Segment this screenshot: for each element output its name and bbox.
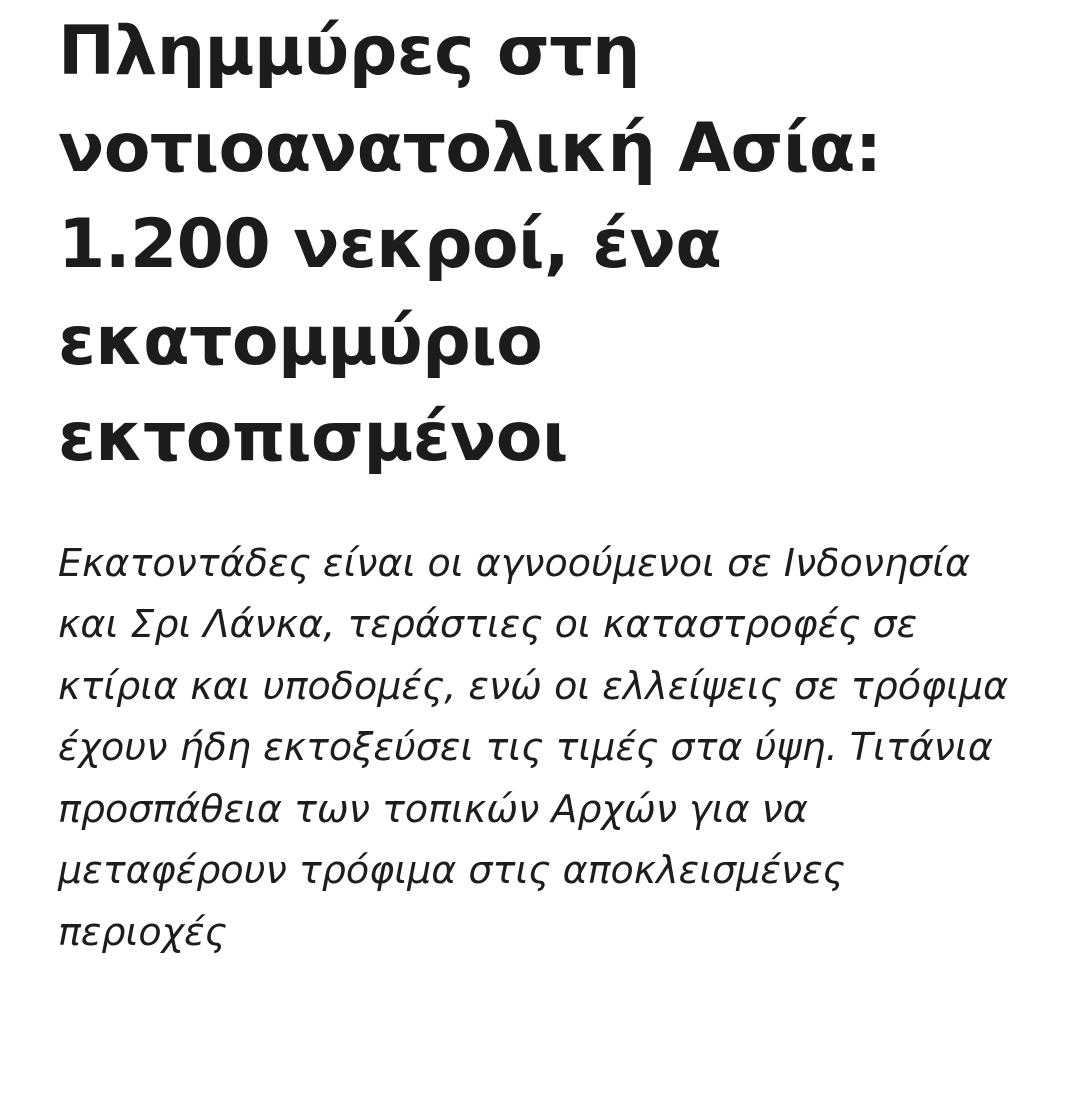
page-title: Πλημμύρες στη νοτιοανατολική Ασία: 1.200 νεκροί, ένα εκατομμύριο εκτοπισμένοι [58,12,882,478]
article-standfirst: Εκατοντάδες είναι οι αγνοούμενοι σε Ινδονησία και Σρι Λάνκα, τεράστιες οι καταστροφές σε κτίρια και υποδομές, ενώ οι ελλείψεις σε τρόφιμα έχουν ήδη εκτοξεύσει τις τιμές στα ύψη. Τιτάνια προσπάθεια των τοπικών Αρχών για να μεταφέρουν τρόφιμα στις αποκλεισμένες περιοχές [58,540,1009,955]
